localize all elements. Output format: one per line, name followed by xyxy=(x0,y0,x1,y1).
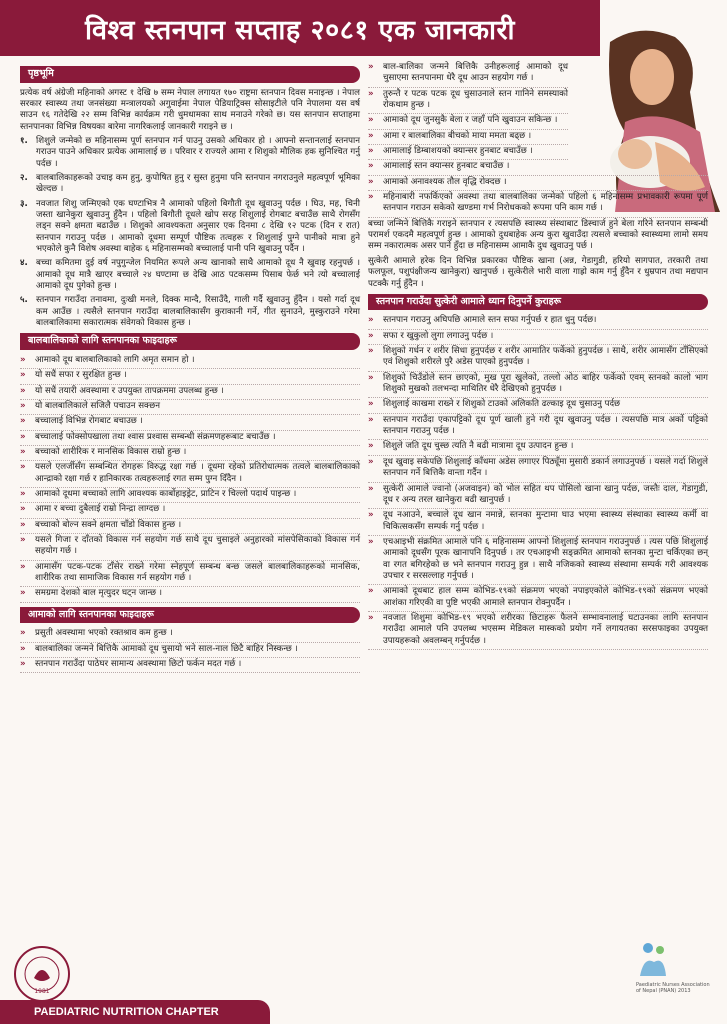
bullet-icon: » xyxy=(20,628,26,639)
item-text: यसले एलर्जीसँग सम्बन्धित रोगहरू विरुद्ध रक्षा गर्छ । दूधमा रहेको प्रतिरोधात्मक तत्वले बालबालिकाको आन्द्राको रक्षा गर्छ र हानिकारक तत्वहरूलाई रगत सम्म पुग्न दिँदैन । xyxy=(35,462,360,484)
section-heading-background: पृष्ठभूमि xyxy=(20,66,360,83)
mother-benefits-continued-list xyxy=(368,62,708,218)
page-title: विश्व स्तनपान सप्ताह २०८१ एक जानकारी xyxy=(0,0,600,56)
item-text: महिनाबारी नफर्किएको अवस्था तथा बालबालिका जन्मेको पहिलो ६ महिनासम्म प्रभावकारी रूपमा पूर्ण स्तनपान गराउन सकेको खण्डमा गर्भ निरोधकको रूपमा पनि काम गर्छ । xyxy=(383,192,708,214)
item-text: सफा र खुकुलो लुगा लगाउनु पर्दछ । xyxy=(383,330,494,341)
list-item xyxy=(368,510,708,536)
bullet-icon: » xyxy=(20,489,26,500)
item-text: नवजात शिशु जन्मिएको एक घण्टाभित्र नै आमाको पहिलो बिगौती दूध खुवाउनु पर्दछ । घिउ, मह, चिनी जस्ता खानेकुरा खुवाउनु हुँदैन । पहिलो बिगौती दूधले खोप सरह शिशुलाई रोगबाट बचाउँछ साथै रोगसँग लड्न सक्ने क्षमता बढाउँछ । शिशुको आवश्यकता अनुसार एक दिनमा ८ देखि १२ पटक (दिन र रात) स्तनपान गराउनु पर्दछ । आमाको दूधमा सम्पूर्ण पौष्टिक तत्वहरू र शिशुलाई पुग्ने पानीको मात्रा हुने भएकोले कुनै विशेष अवस्था बाहेक ६ महिनासम्मको बच्चालाई पानी पनि खुवाउनु पर्दैन । xyxy=(36,198,360,254)
list-item xyxy=(20,489,360,503)
bullet-icon: » xyxy=(20,519,26,530)
bullet-icon: » xyxy=(368,536,374,547)
list-item xyxy=(368,161,708,175)
item-text: आमालाई डिम्बाशयको क्यान्सर हुनबाट बचाउँछ । xyxy=(383,146,533,157)
list-item xyxy=(20,386,360,400)
section-heading-attention: स्तनपान गराउँदा सुत्केरी आमाले ध्यान दिनुपर्ने कुराहरू xyxy=(368,294,708,311)
item-text: नवजात शिशुमा कोभिड-१९ भएको शरीरका छिटाहरू फैलने सम्भावनालाई घटाउनका लागि स्तनपान गराउँदा आमाले पनि उपलब्ध भएसम्म मेडिकल मास्कको प्रयोग गर्ने लगायतका सरसफाइका उपयुक्त उपायहरूको अवलम्बन् गर्नुपर्दछ । xyxy=(383,612,708,646)
bullet-icon: » xyxy=(368,146,374,157)
list-item xyxy=(368,331,708,345)
item-text: आमाको दूधबाट हाल सम्म कोभिड-१९को संक्रमण भएको नपाइएकोले कोभिड-१९को संक्रमण भएको आशंका गरिएकी वा पुष्टि भएकी आमाले स्तनपान रोक्नुपर्दैन । xyxy=(383,586,708,608)
child-benefits-list xyxy=(20,355,360,603)
background-list xyxy=(20,136,360,330)
item-text: प्रसुती अवस्थामा भएको रक्तश्राव कम हुन्छ । xyxy=(35,628,173,639)
list-item xyxy=(368,62,568,88)
item-number: ४. xyxy=(20,258,28,269)
logo-caption: Paediatric Nurses Association of Nepal (PNAN) 2013 xyxy=(636,982,710,994)
item-text: आमाको दूध जुनसुकै बेला र जहाँ पनि खुवाउन सकिन्छ । xyxy=(383,115,558,126)
item-text: बाल-बालिका जन्मने बित्तिकै उनीहरूलाई आमाको दूध चुसाएमा स्तनपानमा धेरै दूध आउन सहयोग गर्छ । xyxy=(383,62,568,84)
list-item xyxy=(368,315,708,329)
mother-benefits-list xyxy=(20,628,360,673)
item-text: आमाको अनावश्यक तौल वृद्धि रोक्दछ । xyxy=(383,176,507,187)
item-text: यो सधैं सफा र सुरक्षित हुन्छ । xyxy=(35,370,127,381)
item-text: शिशुले जति दूध चुस्छ त्यति नै बढी मात्रामा दूध उत्पादन हुन्छ । xyxy=(383,441,574,452)
list-item xyxy=(20,562,360,588)
list-item xyxy=(20,416,360,430)
bullet-icon: » xyxy=(368,192,374,203)
footer-chapter-label: PAEDIATRIC NUTRITION CHAPTER xyxy=(0,1000,270,1024)
list-item xyxy=(20,173,360,196)
bullet-icon: » xyxy=(20,447,26,457)
bullet-icon: » xyxy=(20,659,26,669)
item-text: शिशुको गर्धन र शरीर सिधा हुनुपर्दछ र शरीर आमातिर फर्केको हुनुपर्दछ । साथै, शरीर आमासँग टाँसिएको एवं शिशुको शरीरले पुरै अडेस पाएको हुनुपर्दछ । xyxy=(383,346,708,368)
list-item xyxy=(368,192,708,218)
item-text: आमाको दूध बालबालिकाको लागि अमृत समान हो । xyxy=(35,354,195,365)
bullet-icon: » xyxy=(368,346,374,357)
list-item xyxy=(20,644,360,658)
item-text: स्तनपान गराउँदा एकापट्टिको दूध पूर्ण खाली हुने गरी दूध खुवाउनु पर्दछ । त्यसपछि मात्र अर्को पट्टिको स्तनपान गराउनु पर्दछ । xyxy=(383,414,708,437)
bullet-icon: » xyxy=(20,354,26,365)
item-text: तुरुन्तै र पटक पटक दूध चुसाउनाले स्तन गानिने समस्याको रोकथाम हुन्छ । xyxy=(383,88,568,111)
list-item xyxy=(368,537,708,585)
list-item xyxy=(368,373,708,399)
item-number: २. xyxy=(20,172,28,183)
bullet-icon: » xyxy=(368,161,374,172)
item-text: दूध खुवाइ सकेपछि शिशुलाई काँधमा अडेस लगाएर पिठ्यूँमा मुसारी डकार्न लगाउनुपर्छ । यसले गर्दा शिशुले स्तनपान गर्ने बित्तिकै वान्ता गर्दैन । xyxy=(383,456,708,479)
nurses-association-logo-icon xyxy=(636,940,670,980)
list-item xyxy=(20,628,360,642)
list-item xyxy=(20,258,360,292)
list-item xyxy=(368,613,708,650)
item-text: आमा र बालबालिका बीचको माया ममता बढ्छ । xyxy=(383,130,532,141)
bullet-icon: » xyxy=(20,416,26,427)
bullet-icon: » xyxy=(368,330,374,341)
bullet-icon: » xyxy=(368,115,374,126)
list-item xyxy=(20,295,360,329)
list-item xyxy=(368,131,568,145)
item-text: बच्चा कमितमा दुई वर्ष नपुगुन्जेल नियमित रूपले अन्य खानाको साथै आमाको दूध नै खुवाइ रहनुपर्छ । आमाको दूध मात्रै खाएर बच्चाले २४ घण्टामा छ देखि आठ पटकसम्म पिसाब फेर्छ भने त्यो बच्चालाई आमाको दूध पुगेको हुन्छ । xyxy=(36,258,360,292)
item-text: यसले गिजा र दाँतको विकास गर्न सहयोग गर्छ साथै दूध चुसाइले अनुहारको मांसपेसिकाको विकास गर्न सहयोग गर्छ । xyxy=(35,535,360,557)
item-text: स्तनपान गराउँदा पाठेघर सामान्य अवस्थामा छिटो फर्कन मदत गर्छ । xyxy=(35,659,242,669)
item-text: शिशुले जन्मेको छ महिनासम्म पूर्ण स्तनपान गर्न पाउनु उसको अधिकार हो । आफ्नो सन्तानलाई स्तनपान गराउन पाउने अधिकार प्रत्येक आमालाई छ । परिवार र राज्यले आमा र शिशुको मौलिक हक सुनिश्चित गर्नु पर्दछ । xyxy=(36,135,360,169)
list-item xyxy=(20,136,360,170)
background-intro: प्रत्येक वर्ष अंग्रेजी महिनाको अगस्ट १ देखि ७ सम्म नेपाल लगायत १७० राष्ट्रमा स्तनपान दिवस मनाइन्छ । नेपाल सरकार स्वास्थ्य तथा जनसंख्या मन्त्रालयको अगुवाईमा नेपाल पेडियाट्रिक्स सोसाइटीले पनि नेपालमा यस वर्ष साउन १६ गतेदेखि २२ सम्म विभिन्न कार्यक्रम गरी धुमधामका साथ मनाउने गरेको छ। यस स्तनपान सप्ताहमा स्तनपानका विभिन्न विषयका बारेमा नागरिकलाई जानकारी गराइने छ । xyxy=(20,87,360,132)
list-item xyxy=(368,346,708,372)
item-text: एचआइभी संक्रमित आमाले पनि ६ महिनासम्म आफ्नो शिशुलाई स्तनपान गराउनुपर्छ । त्यस पछि शिशुलाई आमाको दूधसँग पूरक खानापनि दिनुपर्छ । तर एचआइभी सङ्क्रमित आमाको स्तनका मुन्टा चर्किएका छन् वा रगत बगिरहेको छ भने स्तनपान गराउनु हुन्न । साथै नजिकको स्वास्थ्य संस्थामा सम्पर्क गरी आवश्यक उपचार र सरसल्लाह गर्नुपर्छ । xyxy=(383,536,708,581)
item-number: ३. xyxy=(20,198,28,209)
bullet-icon: » xyxy=(20,462,26,473)
list-item xyxy=(20,535,360,561)
bullet-icon: » xyxy=(368,372,374,383)
seal-year: 1981 xyxy=(34,988,50,995)
item-text: बच्चाको शारीरिक र मानसिक विकास राम्रो हुन्छ । xyxy=(35,447,187,457)
bullet-icon: » xyxy=(20,400,26,411)
list-item xyxy=(20,401,360,415)
list-item xyxy=(20,520,360,534)
item-text: बच्चालाई फोक्सोपखाला तथा श्वास प्रश्वास सम्बन्धी संक्रमणहरूबाट बचाउँछ । xyxy=(35,431,276,442)
item-text: समग्रमा देशको बाल मृत्युदर घट्न जान्छ । xyxy=(35,588,162,599)
section-heading-mother-benefits: आमाको लागि स्तनपानका फाइदाहरू xyxy=(20,607,360,624)
bullet-icon: » xyxy=(20,535,26,546)
item-text: आमाको दूधमा बच्चाको लागि आवश्यक कार्बोहाइड्रेट, प्राटिन र चिल्लो पदार्थ पाइन्छ । xyxy=(35,489,297,500)
list-item xyxy=(368,415,708,441)
list-item xyxy=(20,659,360,673)
item-text: आमासँग पटक-पटक टाँसेर राख्ने गरेमा स्नेहपूर्ण सम्बन्ध बन्छ जसले बालबालिकाहरूको मानसिक, शारीरिक तथा सामाजिक विकास गर्न सहयोग गर्छ । xyxy=(35,561,360,584)
bullet-icon: » xyxy=(368,456,374,467)
bullet-icon: » xyxy=(368,176,374,187)
bullet-icon: » xyxy=(368,586,374,597)
list-item xyxy=(368,441,708,455)
bullet-icon: » xyxy=(368,414,374,425)
item-text: आमालाई स्तन क्यान्सर हुनबाट बचाउँछ । xyxy=(383,161,510,172)
list-item xyxy=(368,89,568,115)
item-number: १. xyxy=(20,135,28,146)
list-item xyxy=(20,370,360,384)
list-item xyxy=(368,484,708,510)
list-item xyxy=(368,457,708,483)
list-item xyxy=(20,432,360,446)
item-text: बच्चाको बोल्न सक्ने क्षमता चाँडो विकास हुन्छ । xyxy=(35,519,182,530)
item-text: शिशुको चिउँडोले स्तन छाएको, मुख पूरा खुलेको, तल्लो ओठ बाहिर फर्केको एवम् स्तनको कालो भाग शिशुको मुखको तलभन्दा माथितिर धेरै देखिएको हुनुपर्दछ । xyxy=(383,372,708,395)
bullet-icon: » xyxy=(20,561,26,572)
bullet-icon: » xyxy=(368,399,374,410)
item-text: आमा र बच्चा दुबैलाई राम्रो निन्द्रा लाग्दछ । xyxy=(35,504,166,515)
item-text: यो सधैं तयारी अवस्थामा र उपयुक्त तापक्रममा उपलब्ध हुन्छ । xyxy=(35,385,224,396)
bullet-icon: » xyxy=(368,483,374,494)
nurses-association-logo xyxy=(636,940,716,1010)
bullet-icon: » xyxy=(20,588,26,599)
item-text: स्तनपान गराउँदा तनावमा, दुःखी मनले, दिक्क मान्दै, रिसाउँदै, गाली गर्दै खुवाउनु हुँदैन । यसो गर्दा दूध कम आउँछ । त्यसैले स्तनपान गराउँदा बालबालिकासँग कुराकानी गर्ने, गीत सुनाउने, मुस्कुराउने गरेमा बालबालिकामा सकारात्मक संवेगको विकास हुन्छ । xyxy=(36,295,360,329)
list-item xyxy=(368,115,568,129)
bullet-icon: » xyxy=(368,441,374,452)
list-item xyxy=(20,588,360,602)
bullet-icon: » xyxy=(20,385,26,396)
item-text: दूध नआउने, बच्चाले दूध खान नमान्ने, स्तनका मुन्टामा घाउ भएमा स्वास्थ्य संस्थाका स्वास्थ्य कर्मी वा चिकित्सकसँग सम्पर्क गर्नु पर्दछ । xyxy=(383,510,708,532)
list-item xyxy=(368,177,708,191)
item-text: शिशुलाई काखमा राख्ने र शिशुको टाउको अलिकति ढल्काइ दूध चुसाउनु पर्दछ xyxy=(383,399,621,410)
bullet-icon: » xyxy=(20,431,26,442)
item-text: बालबालिकाहरूको उचाइ कम हुनु, कुपोषित हुनु र सुस्त हुनुमा पनि स्तनपान नगराउनुले महत्वपूर्ण भूमिका खेल्दछ । xyxy=(36,172,360,195)
item-text: सुत्केरी आमाले ज्वानो (अजवाइन) को भोल सहित थप पोसिलो खाना खानु पर्दछ, जस्तैः दाल, गेडागुडी, दूध र अन्य तरल खानेकुरा बढी खानुपर्छ । xyxy=(383,483,708,505)
bullet-icon: » xyxy=(368,510,374,521)
nutrition-paragraph: सुत्केरी आमाले हरेक दिन विभिन्न प्रकारका पौष्टिक खाना (अन्न, गेडागुडी, हरियो सागपात, तरकारी तथा फलफूल, पशुपंक्षीजन्य खानेकुरा) खानुपर्छ । सुत्केरीले भारी वाला गाह्रो काम गर्नु हुँदैन र धुम्रपान तथा मद्यपान पटक्कै गर्नु हुँदैन । xyxy=(368,255,708,289)
list-item xyxy=(368,586,708,612)
bullet-icon: » xyxy=(368,62,374,72)
section-heading-child-benefits: बालबालिकाको लागि स्तनपानका फाइदाहरू xyxy=(20,333,360,350)
bullet-icon: » xyxy=(368,315,374,326)
right-column xyxy=(368,62,708,651)
list-item xyxy=(20,355,360,369)
item-number: ५. xyxy=(20,295,28,306)
bullet-icon: » xyxy=(368,130,374,141)
list-item xyxy=(368,146,568,160)
item-text: स्तनपान गराउनु अघिपछि आमाले स्तन सफा गर्नुपर्छ र हात धुनु पर्दछ। xyxy=(383,315,597,326)
counseling-paragraph: बच्चा जन्मिने बित्तिकै गराइने स्तनपान र त्यसपछि स्वास्थ्य संस्थाबाट डिस्चार्ज हुने बेला गरिने स्तनपान सम्बन्धी परामर्श एकदमै महत्वपूर्ण हुन्छ । आमाको दुधबाहेक अन्य कुरा खुवाउँदा त्यसले बच्चाको स्वास्थ्यमा लामो समय सम्म नकारात्मक असर पार्ने हुँदा छ महिनासम्म आमाकै दुध खुवाउनु पर्छ । xyxy=(368,218,708,252)
list-item xyxy=(20,199,360,256)
left-column xyxy=(20,62,360,674)
bullet-icon: » xyxy=(368,612,374,623)
item-text: यो बालबालिकाले सजिलै पचाउन सक्छन xyxy=(35,400,161,411)
list-item xyxy=(20,504,360,518)
item-text: बच्चालाई विभिन्न रोगबाट बचाउछ । xyxy=(35,416,143,427)
bullet-icon: » xyxy=(20,504,26,515)
item-text: बालबालिका जन्मने बित्तिकै आमाको दूध चुसायो भने साल-नाल छिटै बाहिर निस्कन्छ । xyxy=(35,643,298,654)
list-item xyxy=(368,399,708,413)
bullet-icon: » xyxy=(20,643,26,654)
attention-list xyxy=(368,315,708,650)
bullet-icon: » xyxy=(368,88,374,99)
bullet-icon: » xyxy=(20,370,26,381)
list-item xyxy=(20,447,360,461)
paediatric-society-seal-icon xyxy=(12,944,72,1004)
list-item xyxy=(20,462,360,488)
